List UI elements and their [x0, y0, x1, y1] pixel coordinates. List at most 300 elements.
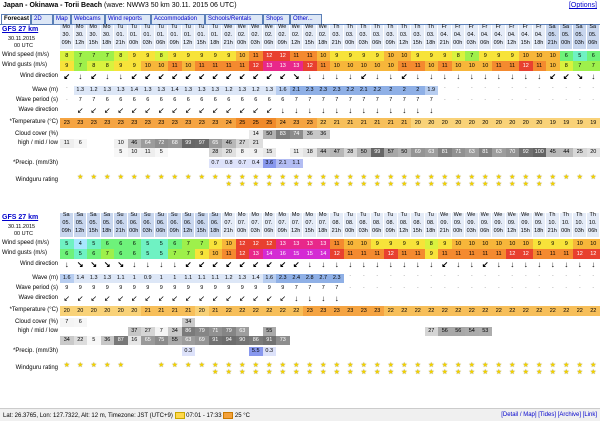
m1-wind-speed-18: 11	[303, 51, 317, 61]
m1-precip-11: 0.7	[209, 159, 223, 168]
m2-temp-20: 23	[330, 306, 344, 316]
tab-accommodation[interactable]: Accommodation	[151, 14, 205, 24]
m1-cloud-low-25: 50	[398, 148, 412, 157]
m1-wind-gust-19: 11	[317, 61, 331, 71]
m1-wind-speed-17: 11	[290, 51, 304, 61]
m2-cloud-mid-36	[546, 327, 560, 336]
m2-cloud-mid-31: 53	[479, 327, 493, 336]
m1-temp-5: 23	[128, 118, 142, 128]
m2-date-11: 06.	[209, 221, 223, 229]
m2-rating-star-13-0: ★	[236, 361, 250, 369]
m1-rating-star-23-1: ★	[371, 180, 385, 188]
m2-wave-empty-27: -	[425, 274, 439, 283]
forecast-block-1	[0, 24, 600, 212]
m1-wind-dir-arrow-17: ↘	[290, 72, 304, 84]
m1-temp-37: 19	[560, 118, 574, 128]
m2-wave-11: 1.1	[209, 274, 223, 283]
m2-wind-speed-19: 13	[317, 239, 331, 249]
m1-hour-21: 00h	[344, 41, 358, 49]
m1-cloud-mid-17	[290, 139, 304, 148]
tab-wind-reports[interactable]: Wind reports	[105, 14, 151, 24]
m2-cloud-high-24	[384, 318, 398, 327]
m2-rating-star-20-0: ★	[330, 361, 344, 369]
m2-rating-star-23-0: ★	[371, 361, 385, 369]
m1-wind-speed-7: 8	[155, 51, 169, 61]
m2-hour-11: 18h	[209, 229, 223, 237]
m1-wind-dir-arrow-36: ↙	[546, 72, 560, 84]
m2-cloud-mid-24	[384, 327, 398, 336]
m1-wave-period-18: 7	[303, 96, 317, 105]
m2-wave-period-17: 7	[290, 284, 304, 293]
m2-cloud-high-37	[560, 318, 574, 327]
m2-rating-star-29-1: ★	[452, 368, 466, 376]
m2-day-30: We	[465, 213, 479, 221]
m1-wind-speed-5: 9	[128, 51, 142, 61]
m2-cloud-low-19	[317, 336, 331, 345]
tab-schools-rentals[interactable]: Schools/Rentals	[205, 14, 263, 24]
m2-wind-gust-37: 11	[560, 249, 574, 259]
m1-wind-dir-arrow-14: ↙	[249, 72, 263, 84]
m2-rating-star-22-0: ★	[357, 361, 371, 369]
m1-wave-dir-arrow-9: ↙	[182, 106, 196, 117]
m1-wave-period-10: 6	[195, 96, 209, 105]
m2-wave-dir-arrow-14: ↙	[249, 294, 263, 305]
m2-temp-6: 21	[141, 306, 155, 316]
m1-wind-dir-arrow-12: ↙	[222, 72, 236, 84]
m1-wave-15: 1.3	[263, 86, 277, 95]
m2-cloud-mid-16	[276, 327, 290, 336]
m2-wave-period-1: 9	[74, 284, 88, 293]
m1-wind-gust-36: 10	[546, 61, 560, 71]
m1-hour-8: 09h	[168, 41, 182, 49]
m1-hour-0: 09h	[60, 41, 74, 49]
m1-hour-16: 09h	[276, 41, 290, 49]
m1-wind-dir-arrow-24: ↓	[384, 72, 398, 84]
m2-date-16: 07.	[276, 221, 290, 229]
m2-wind-gust-1: 5	[74, 249, 88, 259]
m2-wind-dir-arrow-35: ↓	[533, 260, 547, 272]
m1-cloud-high-38	[573, 130, 587, 139]
m2-wave-9: 1.1	[182, 274, 196, 283]
m1-rating-star-22-1: ★	[357, 180, 371, 188]
m2-wind-gust-24: 12	[384, 249, 398, 259]
tab-forecast[interactable]: Forecast	[1, 14, 31, 24]
m2-wave-period-28: -	[438, 284, 452, 293]
m2-wave-dir-arrow-16: ↙	[276, 294, 290, 305]
m1-date-14: 02.	[249, 33, 263, 41]
m2-wind-gust-28: 11	[438, 249, 452, 259]
m2-cloud-mid-1	[74, 327, 88, 336]
m1-wind-dir-arrow-7: ↙	[155, 72, 169, 84]
m2-day-32: We	[492, 213, 506, 221]
m2-hour-33: 12h	[506, 229, 520, 237]
m1-temp-30: 20	[465, 118, 479, 128]
m2-temp-39: 22	[587, 306, 600, 316]
tab-other[interactable]: Other...	[290, 14, 322, 24]
m1-cloud-low-19: 44	[317, 148, 331, 157]
m1-wind-dir-arrow-22: ↙	[357, 72, 371, 84]
m1-wave-period-34: -	[519, 96, 533, 105]
m1-cloud-low-21: 28	[344, 148, 358, 157]
m1-cloud-mid-10: 97	[195, 139, 209, 148]
tab-2d[interactable]: 2D	[31, 14, 53, 24]
m2-label-precip: *Precip. (mm/3h)	[0, 348, 58, 354]
m2-temp-9: 21	[182, 306, 196, 316]
tab-map[interactable]: Map	[53, 14, 71, 24]
m2-day-33: We	[506, 213, 520, 221]
m2-wave-period-7: 9	[155, 284, 169, 293]
m2-date-13: 07.	[236, 221, 250, 229]
m2-wind-speed-37: 9	[560, 239, 574, 249]
m2-cloud-mid-14	[249, 327, 263, 336]
m2-wind-speed-27: 8	[425, 239, 439, 249]
m1-wind-dir-arrow-35: ↓	[533, 72, 547, 84]
m2-wind-speed-26: 9	[411, 239, 425, 249]
m2-day-20: Tu	[330, 213, 344, 221]
m2-wind-speed-4: 6	[114, 239, 128, 249]
m1-rating-star-22-0: ★	[357, 173, 371, 181]
m1-precip-17: 1.1	[290, 159, 304, 168]
m2-day-8: Su	[168, 213, 182, 221]
m1-rating-star-18-1: ★	[303, 180, 317, 188]
m2-wind-speed-0: 5	[60, 239, 74, 249]
m1-cloud-low-23: 99	[371, 148, 385, 157]
m2-hour-2: 15h	[87, 229, 101, 237]
m1-date-10: 01.	[195, 33, 209, 41]
location-title: Japan - Okinawa - Torii Beach	[3, 2, 102, 9]
m1-temp-22: 21	[357, 118, 371, 128]
m2-wave-dir-arrow-11: ↙	[209, 294, 223, 305]
m2-cloud-high-15	[263, 318, 277, 327]
m1-temp-33: 20	[506, 118, 520, 128]
m1-rating-star-24-1: ★	[384, 180, 398, 188]
m1-day-10: Tu	[195, 25, 209, 33]
m2-cloud-low-30	[465, 336, 479, 345]
m1-rating-star-16-0: ★	[276, 173, 290, 181]
m2-wind-speed-15: 12	[263, 239, 277, 249]
footer-links[interactable]: [Detail / Map] [Tides] [Archive] [Link]	[501, 412, 597, 418]
m1-wind-gust-18: 12	[303, 61, 317, 71]
m1-wind-dir-arrow-20: ↓	[330, 72, 344, 84]
m2-rating-star-28-0: ★	[438, 361, 452, 369]
m1-date-7: 01.	[155, 33, 169, 41]
m1-model-name[interactable]: GFS 27 km	[2, 26, 52, 34]
m2-wind-gust-9: 7	[182, 249, 196, 259]
temp-legend-icon	[223, 412, 233, 419]
m2-wave-period-13: 9	[236, 284, 250, 293]
m1-wave-period-5: 6	[128, 96, 142, 105]
m2-cloud-mid-13: 63	[236, 327, 250, 336]
m2-cloud-mid-26	[411, 327, 425, 336]
m1-wave-17: 2.1	[290, 86, 304, 95]
m2-wind-dir-arrow-6: ↓	[141, 260, 155, 272]
m1-wind-dir-arrow-6: ↙	[141, 72, 155, 84]
m1-wind-gust-5: 9	[128, 61, 142, 71]
m2-wind-speed-30: 10	[465, 239, 479, 249]
m2-cloud-mid-5: 37	[128, 327, 142, 336]
temp-legend: 25 °C	[235, 413, 250, 419]
m1-wind-dir-arrow-29: ↓	[452, 72, 466, 84]
m2-rating-star-24-1: ★	[384, 368, 398, 376]
m1-cloud-high-24	[384, 130, 398, 139]
m2-cloud-high-2	[87, 318, 101, 327]
m1-cloud-low-8	[168, 148, 182, 157]
m2-wind-speed-31: 10	[479, 239, 493, 249]
m2-wave-period-23: -	[371, 284, 385, 293]
m2-cloud-mid-19	[317, 327, 331, 336]
m2-temp-14: 22	[249, 306, 263, 316]
m2-cloud-mid-9: 86	[182, 327, 196, 336]
m1-cloud-high-35	[533, 130, 547, 139]
m2-cloud-mid-3	[101, 327, 115, 336]
m2-wind-speed-7: 5	[155, 239, 169, 249]
tab-webcams[interactable]: Webcams	[71, 14, 105, 24]
m2-rating-star-9-0: ★	[182, 361, 196, 369]
m1-hour-14: 03h	[249, 41, 263, 49]
m2-cloud-mid-34	[519, 327, 533, 336]
m1-wave-period-39: -	[587, 96, 600, 105]
m2-wind-dir-arrow-29: ↓	[452, 260, 466, 272]
m2-cloud-low-6: 65	[141, 336, 155, 345]
m2-wind-dir-arrow-39: ↓	[587, 260, 600, 272]
m2-date-17: 07.	[290, 221, 304, 229]
m2-cloud-mid-12: 79	[222, 327, 236, 336]
m1-wave-7: 1.3	[155, 86, 169, 95]
m1-hour-11: 18h	[209, 41, 223, 49]
m2-rating-star-10-0: ★	[195, 361, 209, 369]
m2-wind-speed-39: 10	[587, 239, 600, 249]
m2-wave-period-18: 7	[303, 284, 317, 293]
m1-date-8: 01.	[168, 33, 182, 41]
m1-cloud-mid-23	[371, 139, 385, 148]
m2-cloud-low-28	[438, 336, 452, 345]
m1-rating-star-17-1: ★	[290, 180, 304, 188]
m1-date-25: 03.	[398, 33, 412, 41]
m1-day-5: Tu	[128, 25, 142, 33]
m2-cloud-high-31	[479, 318, 493, 327]
m2-cloud-high-10	[195, 318, 209, 327]
m2-date-2: 05.	[87, 221, 101, 229]
m1-hour-9: 12h	[182, 41, 196, 49]
m1-date-15: 02.	[263, 33, 277, 41]
m1-cloud-mid-33	[506, 139, 520, 148]
m2-date-1: 05.	[74, 221, 88, 229]
m1-cloud-low-9	[182, 148, 196, 157]
m2-cloud-low-14: 86	[249, 336, 263, 345]
m2-date-31: 09.	[479, 221, 493, 229]
m2-temp-17: 22	[290, 306, 304, 316]
m2-rating-star-29-0: ★	[452, 361, 466, 369]
m2-wind-gust-12: 11	[222, 249, 236, 259]
m1-cloud-high-28	[438, 130, 452, 139]
m2-rating-star-13-1: ★	[236, 368, 250, 376]
m1-cloud-low-6: 11	[141, 148, 155, 157]
m2-wind-gust-34: 12	[519, 249, 533, 259]
m2-cloud-high-38	[573, 318, 587, 327]
m2-hour-35: 18h	[533, 229, 547, 237]
m2-rating-star-25-0: ★	[398, 361, 412, 369]
m1-label-wind-speed: Wind speed (m/s)	[2, 52, 62, 58]
m1-hour-3: 18h	[101, 41, 115, 49]
m1-wind-speed-26: 9	[411, 51, 425, 61]
m1-wind-speed-12: 9	[222, 51, 236, 61]
m2-wave-empty-35: -	[533, 274, 547, 283]
m1-cloud-low-32: 63	[492, 148, 506, 157]
m2-wave-12: 1.2	[222, 274, 236, 283]
m2-wind-gust-27: 9	[425, 249, 439, 259]
m1-wave-period-14: 6	[249, 96, 263, 105]
tab-shops[interactable]: Shops	[263, 14, 290, 24]
m1-wind-dir-arrow-11: ↙	[209, 72, 223, 84]
m1-cloud-mid-32	[492, 139, 506, 148]
m2-temp-5: 20	[128, 306, 142, 316]
m1-wave-dir-arrow-5: ↙	[128, 106, 142, 117]
m1-temp-24: 21	[384, 118, 398, 128]
m2-hour-3: 18h	[101, 229, 115, 237]
m1-rating-star-23-0: ★	[371, 173, 385, 181]
m1-cloud-low-1	[74, 148, 88, 157]
m1-wave-20: 2.3	[330, 86, 344, 95]
m1-cloud-low-0	[60, 148, 74, 157]
m2-date-30: 09.	[465, 221, 479, 229]
m2-wave-empty-28: -	[438, 274, 452, 283]
m1-cloud-high-3	[101, 130, 115, 139]
m1-date-24: 03.	[384, 33, 398, 41]
m1-rating-star-17-0: ★	[290, 173, 304, 181]
m2-wind-speed-13: 12	[236, 239, 250, 249]
m2-wind-speed-6: 5	[141, 239, 155, 249]
m2-wind-speed-3: 6	[101, 239, 115, 249]
m2-day-24: Tu	[384, 213, 398, 221]
m2-cloud-mid-11: 71	[209, 327, 223, 336]
options-link[interactable]: [Options]	[569, 2, 597, 9]
m2-wave-period-36: -	[546, 284, 560, 293]
m2-wave-period-33: -	[506, 284, 520, 293]
m1-cloud-low-7: 5	[155, 148, 169, 157]
m1-cloud-high-1	[74, 130, 88, 139]
m2-wave-period-2: 9	[87, 284, 101, 293]
m2-wind-dir-arrow-15: ↙	[263, 260, 277, 272]
m2-cloud-low-15: 91	[263, 336, 277, 345]
m2-wave-5: 1	[128, 274, 142, 283]
m1-hour-4: 21h	[114, 41, 128, 49]
m2-rating-star-20-1: ★	[330, 368, 344, 376]
m1-wind-dir-arrow-39: ↓	[587, 72, 600, 84]
m2-label-cloud-2: high / mid / low	[0, 328, 58, 334]
m1-day-21: Th	[344, 25, 358, 33]
m1-wave-period-36: -	[546, 96, 560, 105]
m1-rating-star-15-0: ★	[263, 173, 277, 181]
m1-wind-speed-0: 8	[60, 51, 74, 61]
m2-model-name[interactable]: GFS 27 km	[2, 214, 52, 222]
m1-day-38: Sa	[573, 25, 587, 33]
m2-wave-16: 2.3	[276, 274, 290, 283]
m2-wind-speed-34: 10	[519, 239, 533, 249]
m1-day-26: Th	[411, 25, 425, 33]
m1-cloud-mid-22	[357, 139, 371, 148]
m1-cloud-low-15: 15	[263, 148, 277, 157]
m2-date-37: 10.	[560, 221, 574, 229]
m1-wave-10: 1.3	[195, 86, 209, 95]
m2-cloud-mid-23	[371, 327, 385, 336]
m1-day-30: Fr	[465, 25, 479, 33]
m1-rating-star-30-0: ★	[465, 173, 479, 181]
m1-hour-28: 21h	[438, 41, 452, 49]
m2-temp-13: 22	[236, 306, 250, 316]
m2-wave-7: 1	[155, 274, 169, 283]
m1-hour-26: 15h	[411, 41, 425, 49]
m1-temp-38: 19	[573, 118, 587, 128]
m1-hour-13: 00h	[236, 41, 250, 49]
m2-cloud-high-19	[317, 318, 331, 327]
m1-day-0: Mo	[60, 25, 74, 33]
footer-info	[3, 412, 250, 419]
m2-cloud-mid-30: 54	[465, 327, 479, 336]
m1-wave-dir-arrow-3: ↙	[101, 106, 115, 117]
m2-wind-dir-arrow-37: ↓	[560, 260, 574, 272]
m1-wave-period-32: -	[492, 96, 506, 105]
m2-wave-empty-38: -	[573, 274, 587, 283]
m1-cloud-high-36	[546, 130, 560, 139]
m2-cloud-mid-21	[344, 327, 358, 336]
m1-rating-star-24-0: ★	[384, 173, 398, 181]
m1-cloud-low-20: 47	[330, 148, 344, 157]
m2-wind-speed-8: 6	[168, 239, 182, 249]
m1-cloud-low-39: 20	[587, 148, 600, 157]
m2-wind-gust-13: 12	[236, 249, 250, 259]
m2-wind-gust-39: 12	[587, 249, 600, 259]
m1-day-9: Tu	[182, 25, 196, 33]
m2-wave-period-22: -	[357, 284, 371, 293]
m2-wave-dir-arrow-5: ↙	[128, 294, 142, 305]
m2-day-17: Mo	[290, 213, 304, 221]
m2-wind-gust-6: 5	[141, 249, 155, 259]
m2-wind-gust-14: 13	[249, 249, 263, 259]
m1-temp-1: 23	[74, 118, 88, 128]
m1-wave-period-11: 6	[209, 96, 223, 105]
m2-model-run: 00 UTC	[14, 231, 64, 238]
m2-cloud-mid-38	[573, 327, 587, 336]
m1-cloud-mid-38	[573, 139, 587, 148]
m2-temp-21: 23	[344, 306, 358, 316]
m2-wave-18: 2.8	[303, 274, 317, 283]
m1-cloud-high-21	[344, 130, 358, 139]
m1-rating-star-36-1: ★	[546, 180, 560, 188]
m1-cloud-low-38: 25	[573, 148, 587, 157]
m2-wave-period-38: -	[573, 284, 587, 293]
m2-cloud-low-36	[546, 336, 560, 345]
m1-cloud-low-27: 63	[425, 148, 439, 157]
m2-wave-dir-arrow-19: ↓	[317, 294, 331, 305]
m1-wind-gust-15: 13	[263, 61, 277, 71]
m1-wind-speed-22: 9	[357, 51, 371, 61]
m1-cloud-high-18: 36	[303, 130, 317, 139]
m2-wave-dir-arrow-4: ↙	[114, 294, 128, 305]
m2-wind-gust-16: 16	[276, 249, 290, 259]
m2-day-21: Tu	[344, 213, 358, 221]
m1-rating-star-19-1: ★	[317, 180, 331, 188]
m1-cloud-high-13	[236, 130, 250, 139]
m2-day-37: Th	[560, 213, 574, 221]
m2-wave-dir-arrow-6: ↙	[141, 294, 155, 305]
m1-wave-empty-39: -	[587, 86, 600, 95]
m2-cloud-high-5	[128, 318, 142, 327]
m2-hour-7: 06h	[155, 229, 169, 237]
m2-wind-speed-28: 9	[438, 239, 452, 249]
m2-day-9: Su	[182, 213, 196, 221]
m2-day-36: Th	[546, 213, 560, 221]
m2-temp-38: 22	[573, 306, 587, 316]
